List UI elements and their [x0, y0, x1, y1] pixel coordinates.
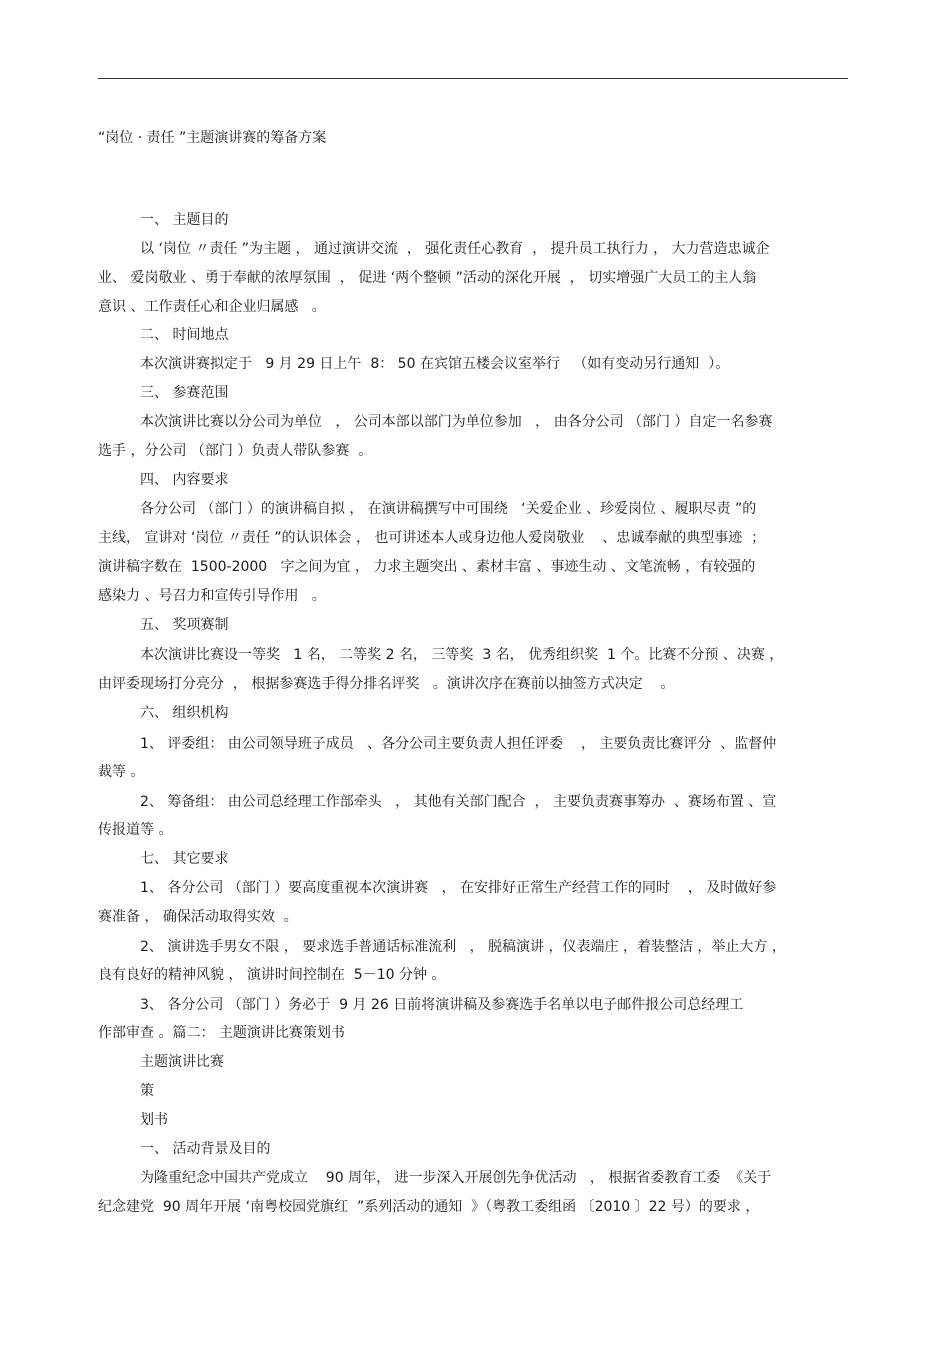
section-heading-6: 六、 组织机构 [140, 705, 229, 721]
paragraph-line: 1、 评委组： 由公司领导班子成员 、各分公司主要负责人担任评委 ， 主要负责比赛评分 、监督仲 [140, 736, 777, 752]
paragraph-line: 业、 爱岗敬业 、勇于奉献的浓厚氛围 ， 促进 ‘两个整顿 ”活动的深化开展 ， 切实增强广大员工的主人翁 [98, 270, 757, 286]
paragraph-line: 选手 ，分公司 （部门 ）负责人带队参赛 。 [98, 443, 373, 459]
paragraph-line: 作部审查 。篇二： 主题演讲比赛策划书 [98, 1025, 345, 1041]
paragraph-line: 3、 各分公司 （部门 ）务必于 9 月 26 日前将演讲稿及参赛选手名单以电子邮件报公司总经理工 [140, 997, 744, 1013]
paragraph-line: 本次演讲比赛设一等奖 1 名， 二等奖 2 名， 三等奖 3 名， 优秀组织奖 1 个。比赛不分预 、决赛 ， [140, 647, 784, 663]
paragraph-line: 纪念建党 90 周年开展 ‘南粤校园党旗红 ”系列活动的通知 》（粤教工委组函 〔2010 〕22 号）的要求 ， [98, 1199, 760, 1215]
paragraph-line: 主线， 宣讲对 ‘岗位 〃责任 ”的认识体会 ， 也可讲述本人或身边他人爱岗敬业 、忠诚奉献的典型事迹 ； [98, 530, 766, 546]
paragraph-line: 1、 各分公司 （部门 ）要高度重视本次演讲赛 ， 在安排好正常生产经营工作的同时 ， 及时做好参 [140, 880, 777, 896]
paragraph-line: 本次演讲比赛以分公司为单位 ， 公司本部以部门为单位参加 ， 由各分公司 （部门 ）自定一名参赛 [140, 414, 773, 430]
section-heading-4: 四、 内容要求 [140, 472, 229, 488]
section-heading-background: 一、 活动背景及目的 [140, 1141, 271, 1157]
paragraph-line: 赛准备 ， 确保活动取得实效 。 [98, 909, 298, 925]
paragraph-line: 演讲稿字数在 1500-2000 字之间为宜 ， 力求主题突出 、素材丰富 、事迹生动 、文笔流畅 ，有较强的 [98, 559, 756, 575]
plan-title-line: 策 [140, 1083, 154, 1099]
paragraph-line: 本次演讲赛拟定于 9 月 29 日上午 8： 50 在宾馆五楼会议室举行 （如有变动另行通知 ）。 [140, 356, 730, 372]
section-heading-7: 七、 其它要求 [140, 851, 229, 867]
paragraph-line: 意识 、工作责任心和企业归属感 。 [98, 299, 326, 315]
top-rule [98, 78, 848, 79]
paragraph-line: 良有良好的精神风貌 ， 演讲时间控制在 5－10 分钟 。 [98, 967, 446, 983]
paragraph-line: 以 ‘岗位 〃责任 ”为主题 ， 通过演讲交流 ， 强化责任心教育 ， 提升员工执行力 ， 大力营造忠诚企 [140, 241, 770, 257]
document-title: “岗位 · 责任 ”主题演讲赛的筹备方案 [98, 130, 327, 146]
paragraph-line: 为隆重纪念中国共产党成立 90 周年， 进一步深入开展创先争优活动 ， 根据省委教育工委 《关于 [140, 1170, 772, 1186]
section-heading-2: 二、 时间地点 [140, 327, 229, 343]
paragraph-line: 传报道等 。 [98, 822, 173, 838]
paragraph-line: 感染力 、号召力和宣传引导作用 。 [98, 588, 326, 604]
paragraph-line: 2、 筹备组： 由公司总经理工作部牵头 ， 其他有关部门配合 ， 主要负责赛事筹办 、赛场布置 、宣 [140, 794, 777, 810]
paragraph-line: 各分公司 （部门 ）的演讲稿自拟 ， 在演讲稿撰写中可围绕 ‘关爱企业 、珍爱岗位 、履职尽责 ”的 [140, 501, 757, 517]
paragraph-line: 裁等 。 [98, 764, 145, 780]
plan-title-line: 主题演讲比赛 [140, 1054, 224, 1070]
section-heading-1: 一、 主题目的 [140, 212, 229, 228]
paragraph-line: 由评委现场打分亮分 ， 根据参赛选手得分排名评奖 。演讲次序在赛前以抽签方式决定 。 [98, 676, 675, 692]
paragraph-line: 2、 演讲选手男女不限 ， 要求选手普通话标准流利 ， 脱稿演讲 ，仪表端庄 ，着装整洁 ，举止大方 ， [140, 939, 786, 955]
plan-title-line: 划书 [140, 1112, 168, 1128]
section-heading-3: 三、 参赛范围 [140, 385, 229, 401]
section-heading-5: 五、 奖项赛制 [140, 617, 229, 633]
